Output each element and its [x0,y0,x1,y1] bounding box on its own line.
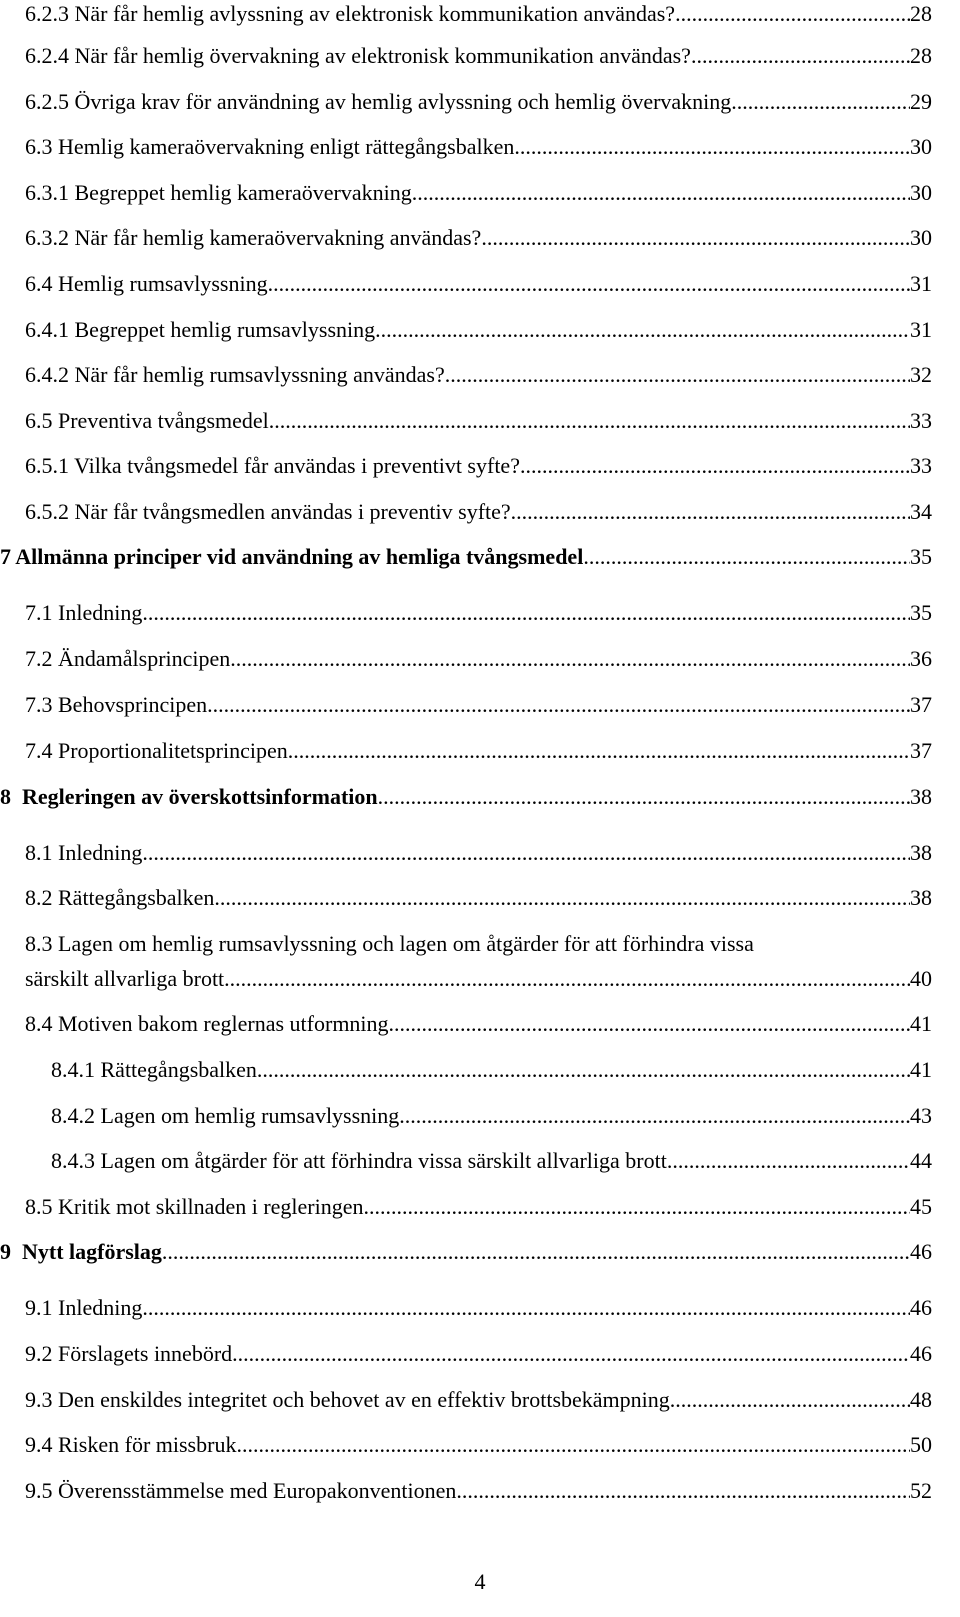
toc-entry-continuation [25,965,932,993]
toc-dot-leader [412,179,910,207]
toc-dot-leader [268,270,910,298]
toc-entry-title: 6.3 Hemlig kameraövervakning enligt rättegångsbalken [25,134,515,159]
toc-dot-leader [731,88,910,116]
toc-dot-leader [667,1147,910,1175]
toc-dot-leader [481,224,910,252]
toc-entry-page: 33 [910,408,932,433]
toc-entry-8-2[interactable] [25,884,932,912]
toc-entry-7-3[interactable] [25,691,932,719]
toc-entry-title: 6.4.1 Begreppet hemlig rumsavlyssning [25,317,376,342]
toc-entry-6-4-1[interactable] [25,316,932,344]
toc-entry-6-5[interactable] [25,407,932,435]
toc-entry-page: 31 [910,317,932,342]
toc-entry-page: 45 [910,1194,932,1219]
toc-entry-title: 8.3 Lagen om hemlig rumsavlyssning och lagen om åtgärder för att förhindra vissa [25,931,754,956]
page-number: 4 [474,1569,486,1594]
toc-entry-title: 9.2 Förslagets innebörd [25,1341,233,1366]
toc-entry-page: 46 [910,1341,932,1366]
toc-entry-title: 6.2.3 När får hemlig avlyssning av elektronisk kommunikation användas? [25,1,676,26]
toc-entry-page: 37 [910,692,932,717]
toc-entry-title: 7 Allmänna principer vid användning av hemliga tvångsmedel [0,544,584,569]
toc-entry-9-3[interactable] [25,1386,932,1414]
toc-entry-8-4-3[interactable] [51,1147,932,1175]
toc-entry-page: 44 [910,1148,932,1173]
toc-entry-page: 48 [910,1387,932,1412]
toc-entry-title: 8.5 Kritik mot skillnaden i regleringen [25,1194,364,1219]
toc-entry-page: 38 [910,885,932,910]
toc-entry-page: 38 [910,840,932,865]
toc-entry-8-5[interactable] [25,1193,932,1221]
toc-entry-page: 46 [910,1295,932,1320]
toc-entry-page: 33 [910,453,932,478]
toc-entry-6-2-5[interactable] [25,88,932,116]
toc-entry-8-4[interactable] [25,1010,932,1038]
toc-entry-title: 6.4.2 När får hemlig rumsavlyssning användas? [25,362,445,387]
toc-entry-page: 38 [910,784,932,809]
toc-entry-8-1[interactable] [25,839,932,867]
toc-entry-chapter-7[interactable] [0,543,932,571]
toc-dot-leader [364,1193,911,1221]
toc-entry-title: 6.3.2 När får hemlig kameraövervakning användas? [25,225,482,250]
toc-entry-page: 41 [910,1057,932,1082]
toc-entry-8-3[interactable] [25,930,932,993]
toc-dot-leader [162,1238,910,1266]
toc-entry-page: 35 [910,544,932,569]
toc-dot-leader [288,737,910,765]
toc-entry-9-4[interactable] [25,1431,932,1459]
toc-dot-leader [257,1056,910,1084]
toc-entry-page: 28 [910,43,932,68]
toc-entry-6-3-1[interactable] [25,179,932,207]
toc-entry-page: 34 [910,499,932,524]
toc-entry-title: 9 Nytt lagförslag [0,1239,162,1264]
toc-entry-page: 40 [910,966,932,991]
toc-entry-title: 6.4 Hemlig rumsavlyssning [25,271,268,296]
toc-entry-title: 8.4.2 Lagen om hemlig rumsavlyssning [51,1103,400,1128]
toc-entry-title: 9.4 Risken för missbruk [25,1432,237,1457]
toc-entry-6-4-2[interactable] [25,361,932,389]
toc-dot-leader [230,645,910,673]
toc-entry-page: 32 [910,362,932,387]
toc-dot-leader [399,1102,910,1130]
toc-entry-page: 36 [910,646,932,671]
toc-entry-8-4-1[interactable] [51,1056,932,1084]
toc-entry-8-4-2[interactable] [51,1102,932,1130]
toc-entry-title: 8 Regleringen av överskottsinformation [0,784,378,809]
toc-entry-title: 6.5 Preventiva tvångsmedel [25,408,269,433]
toc-dot-leader [142,1294,910,1322]
toc-entry-page: 37 [910,738,932,763]
toc-entry-title: 8.2 Rättegångsbalken [25,885,215,910]
toc-dot-leader [670,1386,910,1414]
toc-entry-9-1[interactable] [25,1294,932,1322]
toc-entry-title: 7.3 Behovsprincipen [25,692,208,717]
toc-dot-leader [142,599,910,627]
toc-entry-page: 50 [910,1432,932,1457]
toc-entry-6-3-2[interactable] [25,224,932,252]
toc-entry-page: 29 [910,89,932,114]
toc-entry-title: 8.1 Inledning [25,840,143,865]
toc-entry-title-continued: särskilt allvarliga brott [25,966,225,991]
toc-dot-leader [224,965,910,993]
toc-entry-page: 31 [910,271,932,296]
toc-dot-leader [511,498,910,526]
toc-entry-title: 6.3.1 Begreppet hemlig kameraövervakning [25,180,412,205]
toc-entry-page: 41 [910,1011,932,1036]
toc-dot-leader [269,407,910,435]
toc-dot-leader [675,0,910,28]
toc-entry-page: 28 [910,1,932,26]
toc-entry-title: 8.4 Motiven bakom reglernas utformning [25,1011,389,1036]
toc-entry-title: 9.1 Inledning [25,1295,143,1320]
toc-entry-title: 8.4.3 Lagen om åtgärder för att förhindra vissa särskilt allvarliga brott [51,1148,667,1173]
toc-entry-6-5-1[interactable] [25,452,932,480]
toc-entry-page: 35 [910,600,932,625]
toc-entry-chapter-9[interactable] [0,1238,932,1266]
toc-entry-page: 30 [910,180,932,205]
toc-entry-page: 46 [910,1239,932,1264]
toc-entry-page: 30 [910,225,932,250]
toc-entry-page: 43 [910,1103,932,1128]
toc-dot-leader [375,316,910,344]
toc-dot-leader [214,884,910,912]
toc-dot-leader [389,1010,910,1038]
toc-entry-title: 7.1 Inledning [25,600,143,625]
toc-dot-leader [583,543,910,571]
toc-dot-leader [691,42,910,70]
toc-entry-6-2-4[interactable] [25,42,932,70]
toc-entry-6-4[interactable] [25,270,932,298]
toc-dot-leader [207,691,910,719]
toc-entry-9-2[interactable] [25,1340,932,1368]
toc-entry-9-5[interactable] [25,1477,932,1505]
toc-entry-6-3[interactable] [25,133,932,161]
toc-entry-title: 7.4 Proportionalitetsprincipen [25,738,288,763]
toc-entry-title: 9.3 Den enskildes integritet och behovet av en effektiv brottsbekämpning [25,1387,670,1412]
toc-entry-title: 6.5.1 Vilka tvångsmedel får användas i preventivt syfte? [25,453,520,478]
toc-entry-6-5-2[interactable] [25,498,932,526]
toc-entry-page: 30 [910,134,932,159]
toc-entry-page: 52 [910,1478,932,1503]
toc-dot-leader [514,133,910,161]
toc-dot-leader [520,452,910,480]
toc-entry-title: 7.2 Ändamålsprincipen [25,646,231,671]
toc-entry-title: 9.5 Överensstämmelse med Europakonventionen [25,1478,457,1503]
toc-entry-7-4[interactable] [25,737,932,765]
toc-entry-chapter-8[interactable] [0,783,932,811]
toc-entry-title: 6.2.4 När får hemlig övervakning av elektronisk kommunikation användas? [25,43,691,68]
toc-entry-title: 6.2.5 Övriga krav för användning av hemlig avlyssning och hemlig övervakning [25,89,732,114]
toc-entry-7-2[interactable] [25,645,932,673]
toc-dot-leader [142,839,910,867]
toc-entry-6-2-3[interactable] [25,0,932,28]
toc-dot-leader [445,361,910,389]
toc-dot-leader [456,1477,910,1505]
toc-entry-title: 8.4.1 Rättegångsbalken [51,1057,257,1082]
toc-dot-leader [236,1431,910,1459]
toc-dot-leader [232,1340,910,1368]
toc-entry-title: 6.5.2 När får tvångsmedlen användas i preventiv syfte? [25,499,511,524]
toc-dot-leader [378,783,910,811]
toc-entry-7-1[interactable] [25,599,932,627]
